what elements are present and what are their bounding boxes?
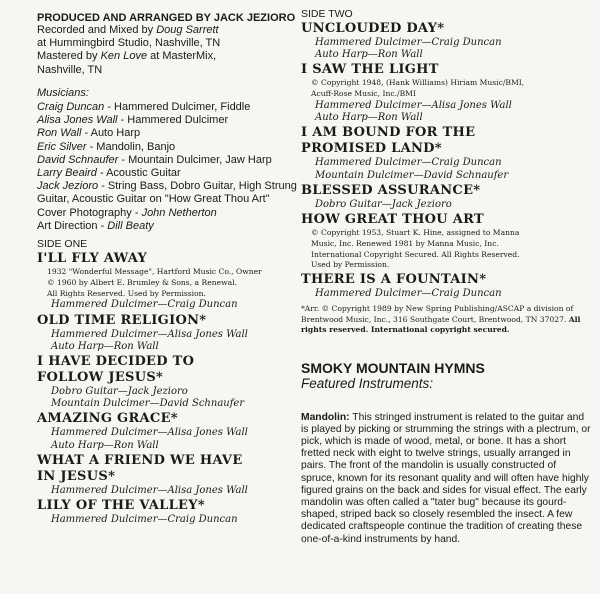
credit-name: Doug Sarrett [156,24,219,36]
song-title: I SAW THE LIGHT [301,62,439,78]
musician-name: Larry Beaird [37,167,97,180]
song-entry [37,498,299,526]
instrument-credit: Dobro Guitar—Jack Jezioro [51,386,188,398]
song-title: LILY OF THE VALLEY* [37,498,205,514]
song-title: I AM BOUND FOR THE [301,125,476,141]
copyright-note: © Copyright 1948, (Hank Williams) Hiriam Music/BMI, [311,78,525,88]
musicians-label: Musicians: [37,86,89,99]
mandolin-description [301,412,591,546]
side-one-label: SIDE ONE [37,238,88,251]
instrument-credit: Dobro Guitar—Jack Jezioro [315,198,452,210]
producer-heading: PRODUCED AND ARRANGED BY JACK JEZIORO [37,12,296,24]
song-entry [301,272,591,300]
credit-name: Ken Love [100,50,148,63]
musician-entry [37,207,299,220]
song-title: I HAVE DECIDED TO [37,354,195,370]
side-two-songs [301,21,591,300]
song-entry [301,125,591,181]
instrument-credit: Hammered Dulcimer—Alisa Jones Wall [51,427,248,439]
recording-credits [37,24,299,77]
credit-text: Nashville, TN [37,63,103,76]
right-column [301,0,591,546]
instrument-credit: Mountain Dulcimer—David Schnaufer [51,398,245,410]
musician-entry [37,220,299,233]
instrument-credit: Hammered Dulcimer—Craig Duncan [315,37,502,48]
musician-entry [37,167,299,180]
copyright-note: © 1960 by Albert E. Brumley & Sons, a Renewal. [47,277,237,287]
musician-entry [37,180,299,206]
song-entry [37,251,299,312]
musician-entries [37,101,299,233]
song-title: UNCLOUDED DAY* [301,21,445,36]
musician-role: - Acoustic Guitar [96,167,181,180]
credit-line [37,24,299,37]
musician-role: - Mandolin, Banjo [86,140,176,153]
hymns-title: SMOKY MOUNTAIN HYMNS [301,359,485,376]
song-title: BLESSED ASSURANCE* [301,182,481,198]
credit-line [37,50,299,63]
mandolin-text: This stringed instrument is related to the guitar and is played by picking or strumming the strings with a plectrum, or pick, which is made of wood, metal, or bone. It has a short fretted neck with eight to twelve strings, usually arranged in pairs. The front of the mandolin is usually constructed of spruce, known for its resonant quality and will often have highly figured grains on the back and sides for visual effect. The early mandolin was often called a "tater bug" because its gourd-shaped, striped back so closely resembled the insect. A few dedicated craftspeople continue the tradition of creating these one-of-a-kind instruments by hand. [301,411,591,545]
musician-entry [37,141,299,154]
musicians-list [37,87,299,233]
musician-role: - Hammered Dulcimer, Fiddle [104,101,251,114]
instrument-credit: Auto Harp—Ron Wall [315,112,423,124]
credit-text: Mastered by [37,50,101,63]
song-title-cont: IN JESUS* [37,468,116,484]
musician-role: - Hammered Dulcimer [117,114,229,127]
instrument-credit: Auto Harp—Ron Wall [51,439,159,451]
side-one-songs [37,251,299,526]
song-title: THERE IS A FOUNTAIN* [301,272,487,288]
copyright-note: Used by Permission. [311,260,390,270]
copyright-note: All Rights Reserved. Used by Permission. [47,288,206,298]
credit-text: at Hummingbird Studio, Nashville, TN [37,37,221,50]
musician-role: - Auto Harp [81,127,141,140]
song-entry [37,453,299,497]
musician-entry [37,114,299,127]
instrument-credit: Mountain Dulcimer—David Schnaufer [315,169,509,181]
song-title: I'LL FLY AWAY [37,251,148,267]
musician-name: Eric Silver [37,140,87,153]
instrument-credit: Auto Harp—Ron Wall [315,49,423,61]
instrument-credit: Hammered Dulcimer—Alisa Jones Wall [315,100,512,111]
musician-entry [37,154,299,167]
musician-role: - Mountain Dulcimer, Jaw Harp [118,153,272,166]
musician-name: David Schnaufer [37,153,119,166]
musician-name: Jack Jezioro [37,180,99,193]
instrument-credit: Hammered Dulcimer—Alisa Jones Wall [51,328,248,340]
instrument-credit: Hammered Dulcimer—Craig Duncan [51,299,238,311]
credit-name: Dill Beaty [107,219,154,232]
song-entry [301,183,591,211]
copyright-note: Music, Inc. Renewed 1981 by Manna Music, Inc. [311,238,499,248]
copyright-note: 1932 "Wonderful Message", Hartford Music Co., Owner [47,267,262,277]
musician-role: - String Bass, Dobro Guitar, High Strung Guitar, Acoustic Guitar on "How Great Thou Art" [37,180,297,206]
mandolin-label: Mandolin: [301,411,350,423]
musician-name: Ron Wall [37,127,82,140]
instrument-credit: Auto Harp—Ron Wall [51,340,159,352]
copyright-footnote [301,304,591,335]
credit-name: John Netherton [141,206,217,219]
instrument-credit: Hammered Dulcimer—Craig Duncan [51,514,238,526]
musician-name: Alisa Jones Wall [37,114,118,127]
song-title: AMAZING GRACE* [37,411,178,427]
credit-line [37,64,299,77]
instrument-credit: Hammered Dulcimer—Craig Duncan [315,288,502,300]
song-entry [37,354,299,410]
song-entry [301,21,591,61]
song-entry [301,212,591,271]
song-entry [37,411,299,451]
credit-text: Recorded and Mixed by [37,24,157,36]
instrument-credit: Hammered Dulcimer—Alisa Jones Wall [51,484,248,496]
musician-role: Art Direction - [37,219,108,232]
footnote-text: *Arr. © Copyright 1989 by New Spring Publishing/ASCAP a division of Brentwood Music, Inc., 316 Southgate Court, Brentwood, TN 37027. [301,304,574,324]
song-entry [37,313,299,353]
copyright-note: © Copyright 1953, Stuart K. Hine, assigned to Manna [311,228,520,238]
copyright-note: International Copyright Secured. All Rights Reserved. [311,249,520,259]
credit-text: at MasterMix, [147,50,217,63]
song-title: WHAT A FRIEND WE HAVE [37,452,243,468]
song-title-cont: FOLLOW JESUS* [37,370,164,386]
musician-role: Cover Photography - [37,206,142,219]
hymns-subtitle: Featured Instruments: [301,375,434,391]
song-title: HOW GREAT THOU ART [301,212,485,228]
left-column [37,0,299,526]
copyright-note: Acuff-Rose Music, Inc./BMI [311,89,416,99]
credit-line [37,37,299,50]
song-title-cont: PROMISED LAND* [301,141,442,157]
musician-name: Craig Duncan [37,101,105,114]
musician-entry [37,101,299,114]
song-entry [301,62,591,124]
musician-entry [37,127,299,140]
instrument-credit: Hammered Dulcimer—Craig Duncan [315,157,502,169]
footnote-bold-text: All rights reserved. International copyright secured. [301,314,581,335]
song-title: OLD TIME RELIGION* [37,312,207,328]
side-two-label: SIDE TWO [301,8,353,20]
